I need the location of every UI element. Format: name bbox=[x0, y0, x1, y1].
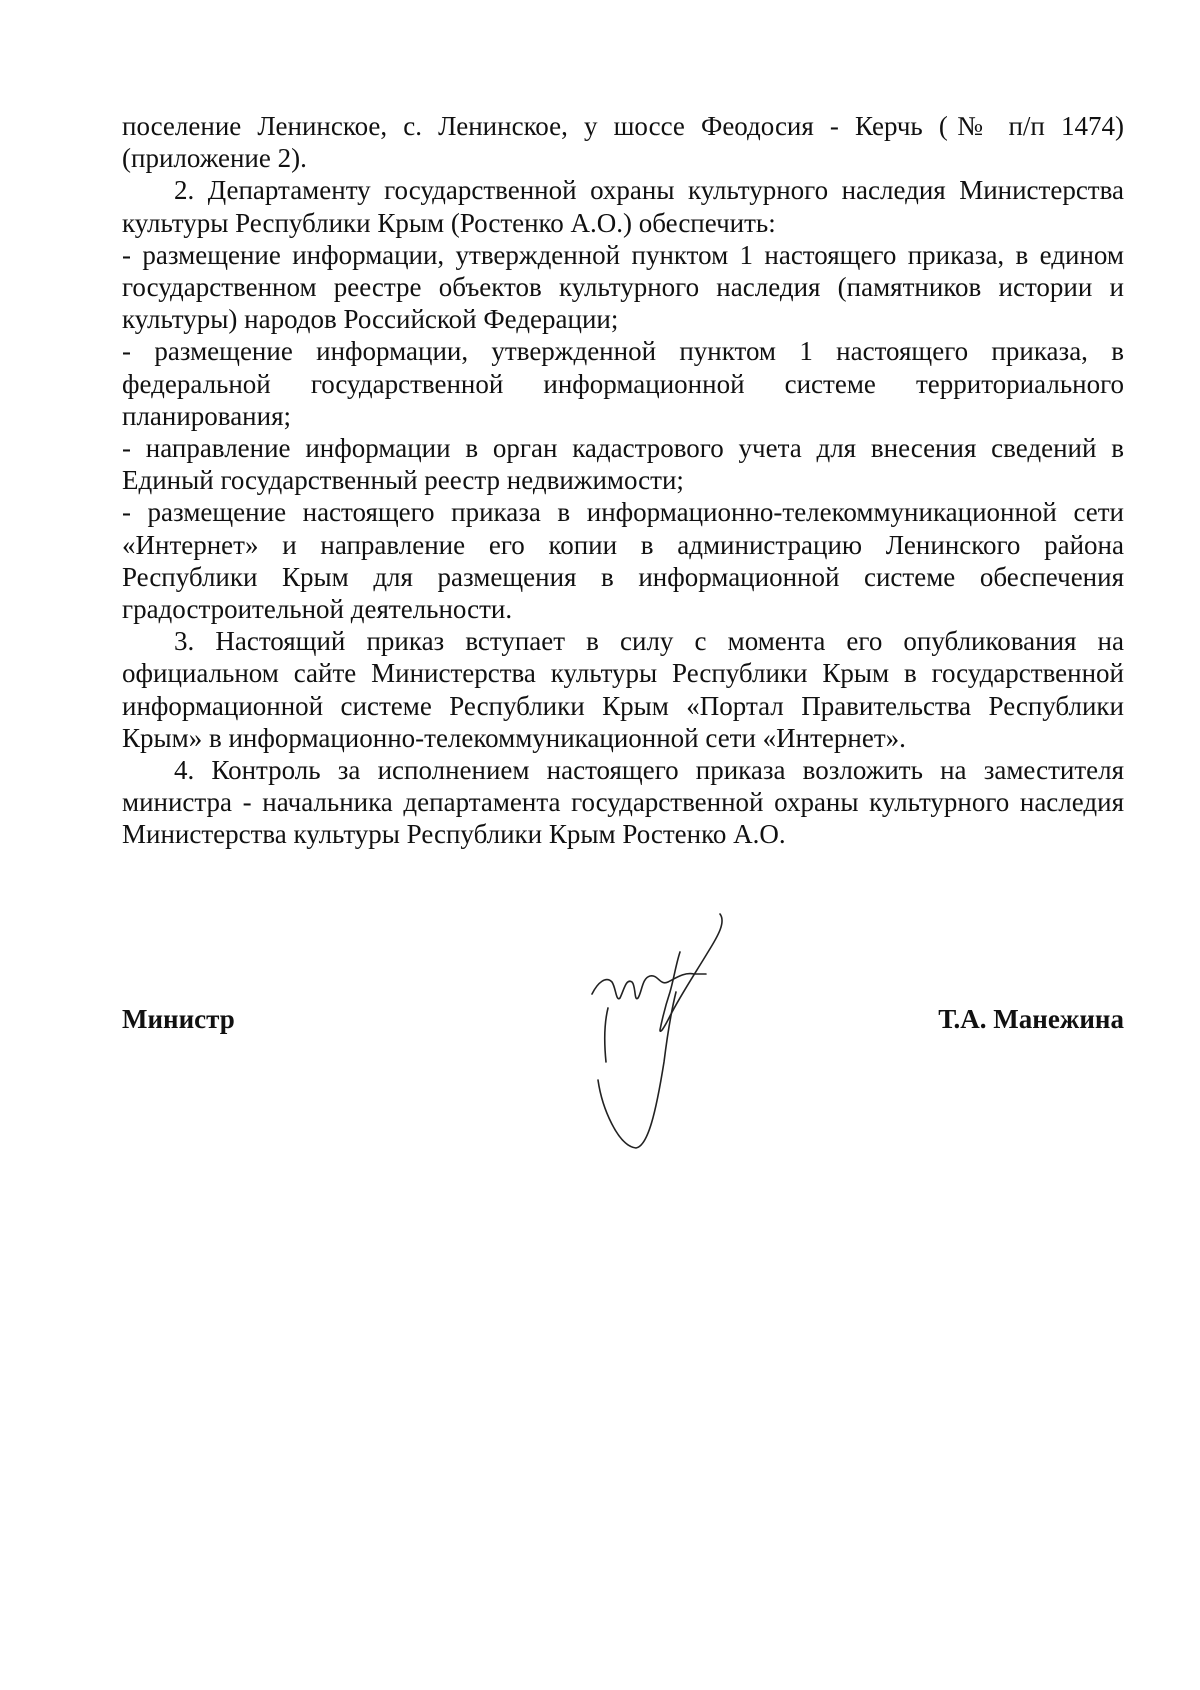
paragraph-item-4: 4. Контроль за исполнением настоящего приказа возложить на заместителя министра - начальника департамента государственной охраны культурного наследия Министерства культуры Республики Крым Ростенко А.О. bbox=[122, 755, 1124, 850]
paragraph-continuation: поселение Ленинское, с. Ленинское, у шоссе Феодосия - Керчь (№ п/п 1474) (приложение 2). bbox=[122, 111, 1124, 174]
paragraph-item-3: 3. Настоящий приказ вступает в силу с момента его опубликования на официальном сайте Министерства культуры Республики Крым в государственной информационной системе Республики Крым «Портал Правительства Республики Крым» в информационно-телекоммуникационной сети «Интернет». bbox=[122, 626, 1124, 753]
paragraph-bullet-internet: - размещение настоящего приказа в информационно-телекоммуникационной сети «Интернет» и направление его копии в администрацию Ленинского района Республики Крым для размещения в информационной системе обеспечения градостроительной деятельности. bbox=[122, 497, 1124, 625]
paragraph-bullet-registry: - размещение информации, утвержденной пунктом 1 настоящего приказа, в едином государственном реестре объектов культурного наследия (памятников истории и культуры) народов Российской Федерации; bbox=[122, 239, 1124, 335]
handwritten-signature bbox=[580, 912, 730, 1157]
paragraph-bullet-fgis: - размещение информации, утвержденной пунктом 1 настоящего приказа, в федеральной государственной информационной системе территориального планирования; bbox=[122, 336, 1124, 431]
paragraph-item-2: 2. Департаменту государственной охраны культурного наследия Министерства культуры Республики Крым (Ростенко А.О.) обеспечить: bbox=[122, 175, 1124, 238]
paragraph-bullet-cadastre: - направление информации в орган кадастрового учета для внесения сведений в Единый государственный реестр недвижимости; bbox=[122, 433, 1124, 496]
signatory-name: Т.А. Манежина bbox=[938, 1004, 1124, 1034]
signatory-title: Министр bbox=[122, 1004, 235, 1034]
document-body bbox=[122, 110, 1124, 851]
